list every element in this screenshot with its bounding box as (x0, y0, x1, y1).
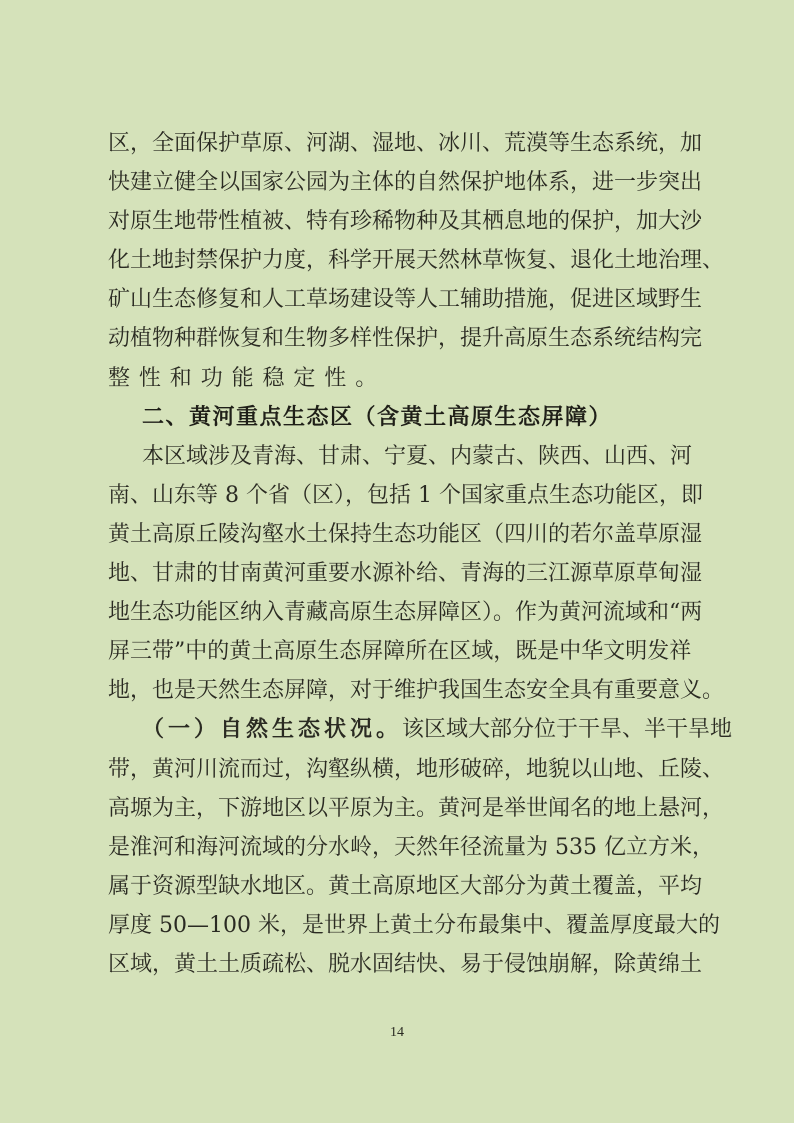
paragraph-line: 属于资源型缺水地区。黄土高原地区大部分为黄土覆盖，平均 (108, 873, 703, 899)
paragraph-line: 整性和功能稳定性。 (108, 365, 387, 391)
paragraph-line: 厚度 50—100 米，是世界上黄土分布最集中、覆盖厚度最大的 (108, 912, 720, 938)
paragraph-line: 区，全面保护草原、河湖、湿地、冰川、荒漠等生态系统，加 (108, 131, 703, 156)
paragraph-line: 地，也是天然生态屏障，对于维护我国生态安全具有重要意义。 (108, 678, 725, 704)
paragraph-line: 黄土高原丘陵沟壑水土保持生态功能区（四川的若尔盖草原湿 (108, 521, 703, 547)
paragraph-line: 动植物种群恢复和生物多样性保护，提升高原生态系统结构完 (108, 326, 703, 352)
paragraph-line: 带，黄河川流而过，沟壑纵横，地形破碎，地貌以山地、丘陵、 (108, 756, 725, 782)
subsection-title: （一）自然生态状况。 (142, 717, 403, 743)
paragraph-line: 地、甘肃的甘南黄河重要水源补给、青海的三江源草原草甸湿 (108, 561, 703, 587)
paragraph-line: 对原生地带性植被、特有珍稀物种及其栖息地的保护，加大沙 (108, 209, 703, 235)
subsection-line (108, 710, 733, 749)
paragraph-line: 地生态功能区纳入青藏高原生态屏障区）。作为黄河流域和“两 (108, 600, 703, 626)
paragraph-line: 本区域涉及青海、甘肃、宁夏、内蒙古、陕西、山西、河 (142, 443, 693, 469)
paragraph-line: 矿山生态修复和人工草场建设等人工辅助措施，促进区域野生 (108, 287, 703, 313)
subsection-text: 该区域大部分位于干旱、半干旱地 (402, 717, 733, 743)
paragraph-line: 是淮河和海河流域的分水岭，天然年径流量为 535 亿立方米， (108, 834, 714, 860)
paragraph-line: 区域，黄土土质疏松、脱水固结快、易于侵蚀崩解，除黄绵土 (108, 951, 703, 977)
paragraph-line: 化土地封禁保护力度，科学开展天然林草恢复、退化土地治理、 (108, 248, 725, 274)
body-text (108, 124, 733, 984)
paragraph-line: 快建立健全以国家公园为主体的自然保护地体系，进一步突出 (108, 170, 703, 196)
paragraph-line: 南、山东等 8 个省（区），包括 1 个国家重点生态功能区，即 (108, 482, 703, 508)
paragraph-line: 高塬为主，下游地区以平原为主。黄河是举世闻名的地上悬河， (108, 795, 725, 821)
page-number: 14 (390, 1025, 404, 1040)
section-heading: 二、黄河重点生态区（含黄土高原生态屏障） (142, 404, 613, 430)
paragraph-line: 屏三带”中的黄土高原生态屏障所在区域，既是中华文明发祥 (108, 639, 692, 665)
